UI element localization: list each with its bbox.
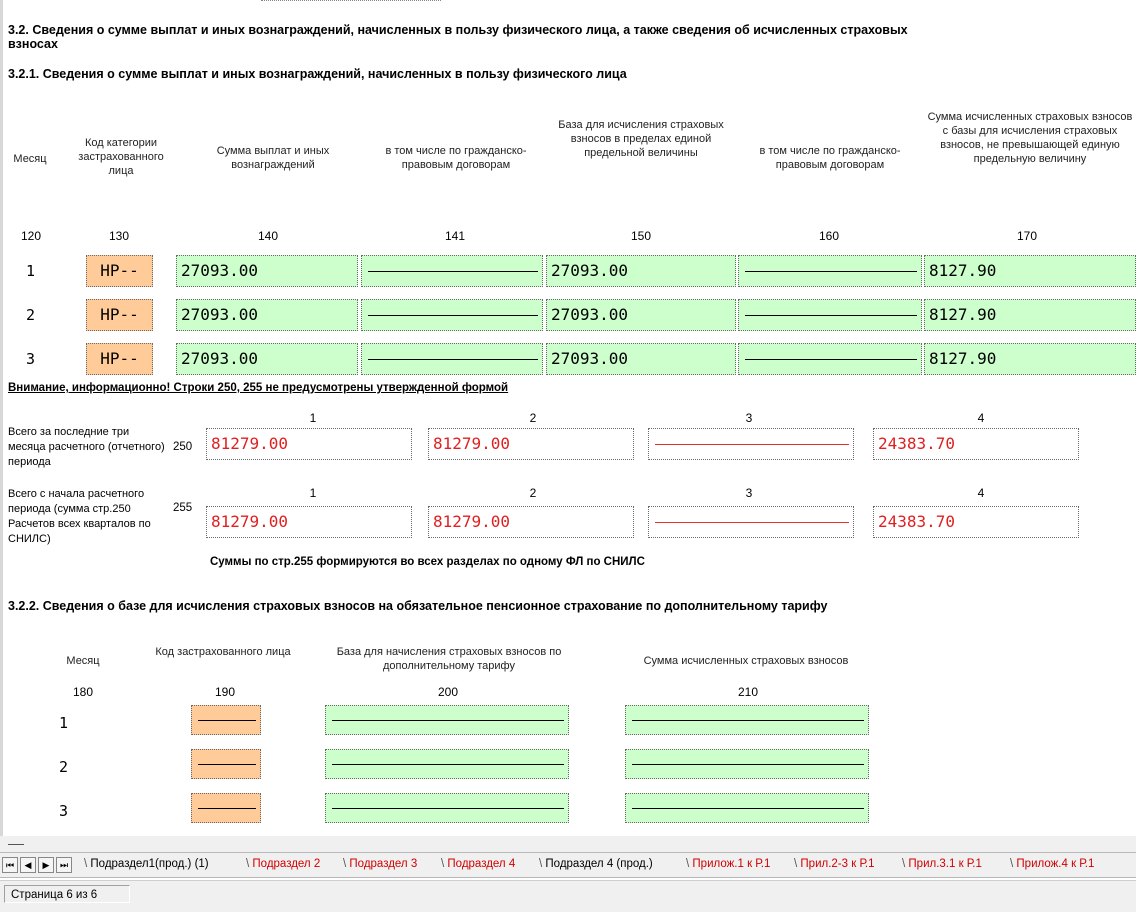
- sheet-tab-bar: [0, 852, 1136, 878]
- dash-line: [745, 359, 917, 360]
- tab-subsection4[interactable]: \ Подраздел 4: [441, 858, 516, 870]
- row255-value-3[interactable]: [648, 506, 854, 538]
- code-141: 141: [444, 229, 466, 243]
- dash-line: [632, 808, 864, 809]
- t2-row-month: 2: [59, 758, 69, 776]
- dash-line: [198, 764, 256, 765]
- header-civil-contracts-2: в том числе по гражданско-правовым договорам: [759, 145, 901, 171]
- civil-contracts-2-cell[interactable]: [738, 299, 922, 331]
- t2-header-contributions: Сумма исчисленных страховых взносов: [643, 655, 849, 667]
- sheet-bottom-strip: [0, 836, 1136, 852]
- totals-col-label-2: 2: [529, 486, 537, 500]
- totals-col-label-1: 1: [309, 486, 317, 500]
- t2-code-210: 210: [737, 685, 759, 699]
- section-title: 3.2. Сведения о сумме выплат и иных вознаграждений, начисленных в пользу физического лица, а также сведения об исчисленных страховых взносах: [8, 23, 908, 51]
- totals-col-label-1: 1: [309, 411, 317, 425]
- payments-sum-cell[interactable]: 27093.00: [176, 299, 358, 331]
- civil-contracts-1-cell[interactable]: [361, 343, 543, 375]
- t2-insured-code-cell[interactable]: [191, 749, 261, 779]
- notice-text: Внимание, информационно! Строки 250, 255 не предусмотрены утвержденной формой: [8, 382, 509, 394]
- totals-col-label-3: 3: [745, 411, 753, 425]
- dash-line: [332, 808, 564, 809]
- t2-insured-code-cell[interactable]: [191, 793, 261, 823]
- totals-col-label-2: 2: [529, 411, 537, 425]
- tab-subsection1-cont[interactable]: \ Подраздел1(прод.) (1): [84, 858, 209, 870]
- dash-line: [332, 720, 564, 721]
- row255-value-2[interactable]: 81279.00: [428, 506, 634, 538]
- tab-label: Прилож.4 к Р.1: [1016, 858, 1095, 870]
- dash-line: [745, 271, 917, 272]
- row-month: 1: [26, 262, 36, 280]
- row255-value-1[interactable]: 81279.00: [206, 506, 412, 538]
- base-limit-cell[interactable]: 27093.00: [546, 299, 736, 331]
- header-base-limit: База для исчисления страховых взносов в пределах единой предельной величины: [558, 119, 724, 159]
- category-code-cell[interactable]: НР--: [86, 255, 153, 287]
- last-sheet-icon[interactable]: ⏭: [56, 857, 72, 873]
- dash-line: [198, 720, 256, 721]
- t2-contributions-cell[interactable]: [625, 749, 869, 779]
- category-code-cell[interactable]: НР--: [86, 343, 153, 375]
- tab-label: Подраздел 4: [447, 858, 516, 870]
- header-month: Месяц: [13, 153, 47, 165]
- category-code-cell[interactable]: НР--: [86, 299, 153, 331]
- t2-insured-code-cell[interactable]: [191, 705, 261, 735]
- tab-label: Подраздел 4 (прод.): [545, 858, 653, 870]
- dash-line: [368, 315, 538, 316]
- totals-col-label-4: 4: [977, 411, 985, 425]
- t2-header-insured-code: Код застрахованного лица: [155, 646, 291, 658]
- dash-mark: [8, 844, 24, 845]
- row-month: 2: [26, 306, 36, 324]
- t2-code-180: 180: [72, 685, 94, 699]
- row250-value-2[interactable]: 81279.00: [428, 428, 634, 460]
- row250-code: 250: [173, 441, 193, 453]
- t2-contributions-cell[interactable]: [625, 705, 869, 735]
- tab-label: Прил.3.1 к Р.1: [908, 858, 982, 870]
- code-130: 130: [108, 229, 130, 243]
- dash-line: [655, 522, 849, 523]
- row255-note: Суммы по стр.255 формируются во всех разделах по одному ФЛ по СНИЛС: [210, 556, 645, 568]
- tab-appendix1[interactable]: \ Прилож.1 к Р.1: [686, 858, 771, 870]
- dash-line: [632, 764, 864, 765]
- t2-header-base-additional: База для начисления страховых взносов по дополнительному тарифу: [336, 646, 562, 672]
- civil-contracts-2-cell[interactable]: [738, 255, 922, 287]
- payments-sum-cell[interactable]: 27093.00: [176, 255, 358, 287]
- header-civil-contracts-1: в том числе по гражданско-правовым договорам: [385, 145, 527, 171]
- status-bar: [0, 880, 1136, 912]
- dash-line: [368, 359, 538, 360]
- row250-value-1[interactable]: 81279.00: [206, 428, 412, 460]
- dash-line: [368, 271, 538, 272]
- row255-label: Всего с начала расчетного периода (сумма стр.250 Расчетов всех кварталов по СНИЛС): [8, 488, 151, 545]
- next-sheet-icon[interactable]: ▶: [38, 857, 54, 873]
- totals-col-label-4: 4: [977, 486, 985, 500]
- first-sheet-icon[interactable]: ⏮: [2, 857, 18, 873]
- tab-appendix3-1[interactable]: \ Прил.3.1 к Р.1: [902, 858, 982, 870]
- tab-subsection4-cont[interactable]: \ Подраздел 4 (прод.): [539, 858, 653, 870]
- page-indicator: Страница 6 из 6: [4, 885, 130, 903]
- dash-line: [198, 808, 256, 809]
- t2-header-month: Месяц: [66, 655, 100, 667]
- header-payments-sum: Сумма выплат и иных вознаграждений: [216, 145, 330, 171]
- totals-col-label-3: 3: [745, 486, 753, 500]
- t2-contributions-cell[interactable]: [625, 793, 869, 823]
- civil-contracts-1-cell[interactable]: [361, 255, 543, 287]
- tab-label: Подраздел1(прод.) (1): [90, 858, 209, 870]
- subsection1-title: 3.2.1. Сведения о сумме выплат и иных вознаграждений, начисленных в пользу физического лица: [8, 67, 627, 81]
- row250-label: Всего за последние три месяца расчетного (отчетного) периода: [8, 426, 165, 468]
- contributions-sum-cell[interactable]: 8127.90: [924, 255, 1136, 287]
- t2-code-200: 200: [437, 685, 459, 699]
- row255-code: 255: [173, 502, 193, 514]
- tab-appendix2-3[interactable]: \ Прил.2-3 к Р.1: [794, 858, 875, 870]
- row255-value-4[interactable]: 24383.70: [873, 506, 1079, 538]
- tab-appendix4[interactable]: \ Прилож.4 к Р.1: [1010, 858, 1095, 870]
- code-160: 160: [818, 229, 840, 243]
- top-dotted-remnant: [261, 0, 441, 3]
- tab-subsection3[interactable]: \ Подраздел 3: [343, 858, 418, 870]
- code-170: 170: [1016, 229, 1038, 243]
- row250-value-4[interactable]: 24383.70: [873, 428, 1079, 460]
- tab-label: Подраздел 3: [349, 858, 418, 870]
- code-150: 150: [630, 229, 652, 243]
- row-month: 3: [26, 350, 36, 368]
- contributions-sum-cell[interactable]: 8127.90: [924, 299, 1136, 331]
- tab-label: Подраздел 2: [252, 858, 321, 870]
- t2-code-190: 190: [214, 685, 236, 699]
- base-limit-cell[interactable]: 27093.00: [546, 255, 736, 287]
- t2-base-additional-cell[interactable]: [325, 749, 569, 779]
- t2-base-additional-cell[interactable]: [325, 705, 569, 735]
- subsection2-title: 3.2.2. Сведения о базе для исчисления страховых взносов на обязательное пенсионное страхование по дополнительному тарифу: [8, 599, 828, 613]
- tab-subsection2[interactable]: \ Подраздел 2: [246, 858, 321, 870]
- tab-label: Прилож.1 к Р.1: [692, 858, 771, 870]
- dash-line: [745, 315, 917, 316]
- code-140: 140: [257, 229, 279, 243]
- dash-line: [655, 444, 849, 445]
- row250-value-3[interactable]: [648, 428, 854, 460]
- t2-row-month: 3: [59, 802, 69, 820]
- t2-base-additional-cell[interactable]: [325, 793, 569, 823]
- header-category-code: Код категории застрахованного лица: [78, 137, 164, 177]
- base-limit-cell[interactable]: 27093.00: [546, 343, 736, 375]
- prev-sheet-icon[interactable]: ◀: [20, 857, 36, 873]
- civil-contracts-1-cell[interactable]: [361, 299, 543, 331]
- civil-contracts-2-cell[interactable]: [738, 343, 922, 375]
- tab-label: Прил.2-3 к Р.1: [800, 858, 875, 870]
- contributions-sum-cell[interactable]: 8127.90: [924, 343, 1136, 375]
- t2-row-month: 1: [59, 714, 69, 732]
- payments-sum-cell[interactable]: 27093.00: [176, 343, 358, 375]
- header-contributions-sum: Сумма исчисленных страховых взносов с базы для исчисления страховых взносов, не превышающей единую предельную величину: [927, 111, 1133, 165]
- dash-line: [332, 764, 564, 765]
- code-120: 120: [20, 229, 42, 243]
- dash-line: [632, 720, 864, 721]
